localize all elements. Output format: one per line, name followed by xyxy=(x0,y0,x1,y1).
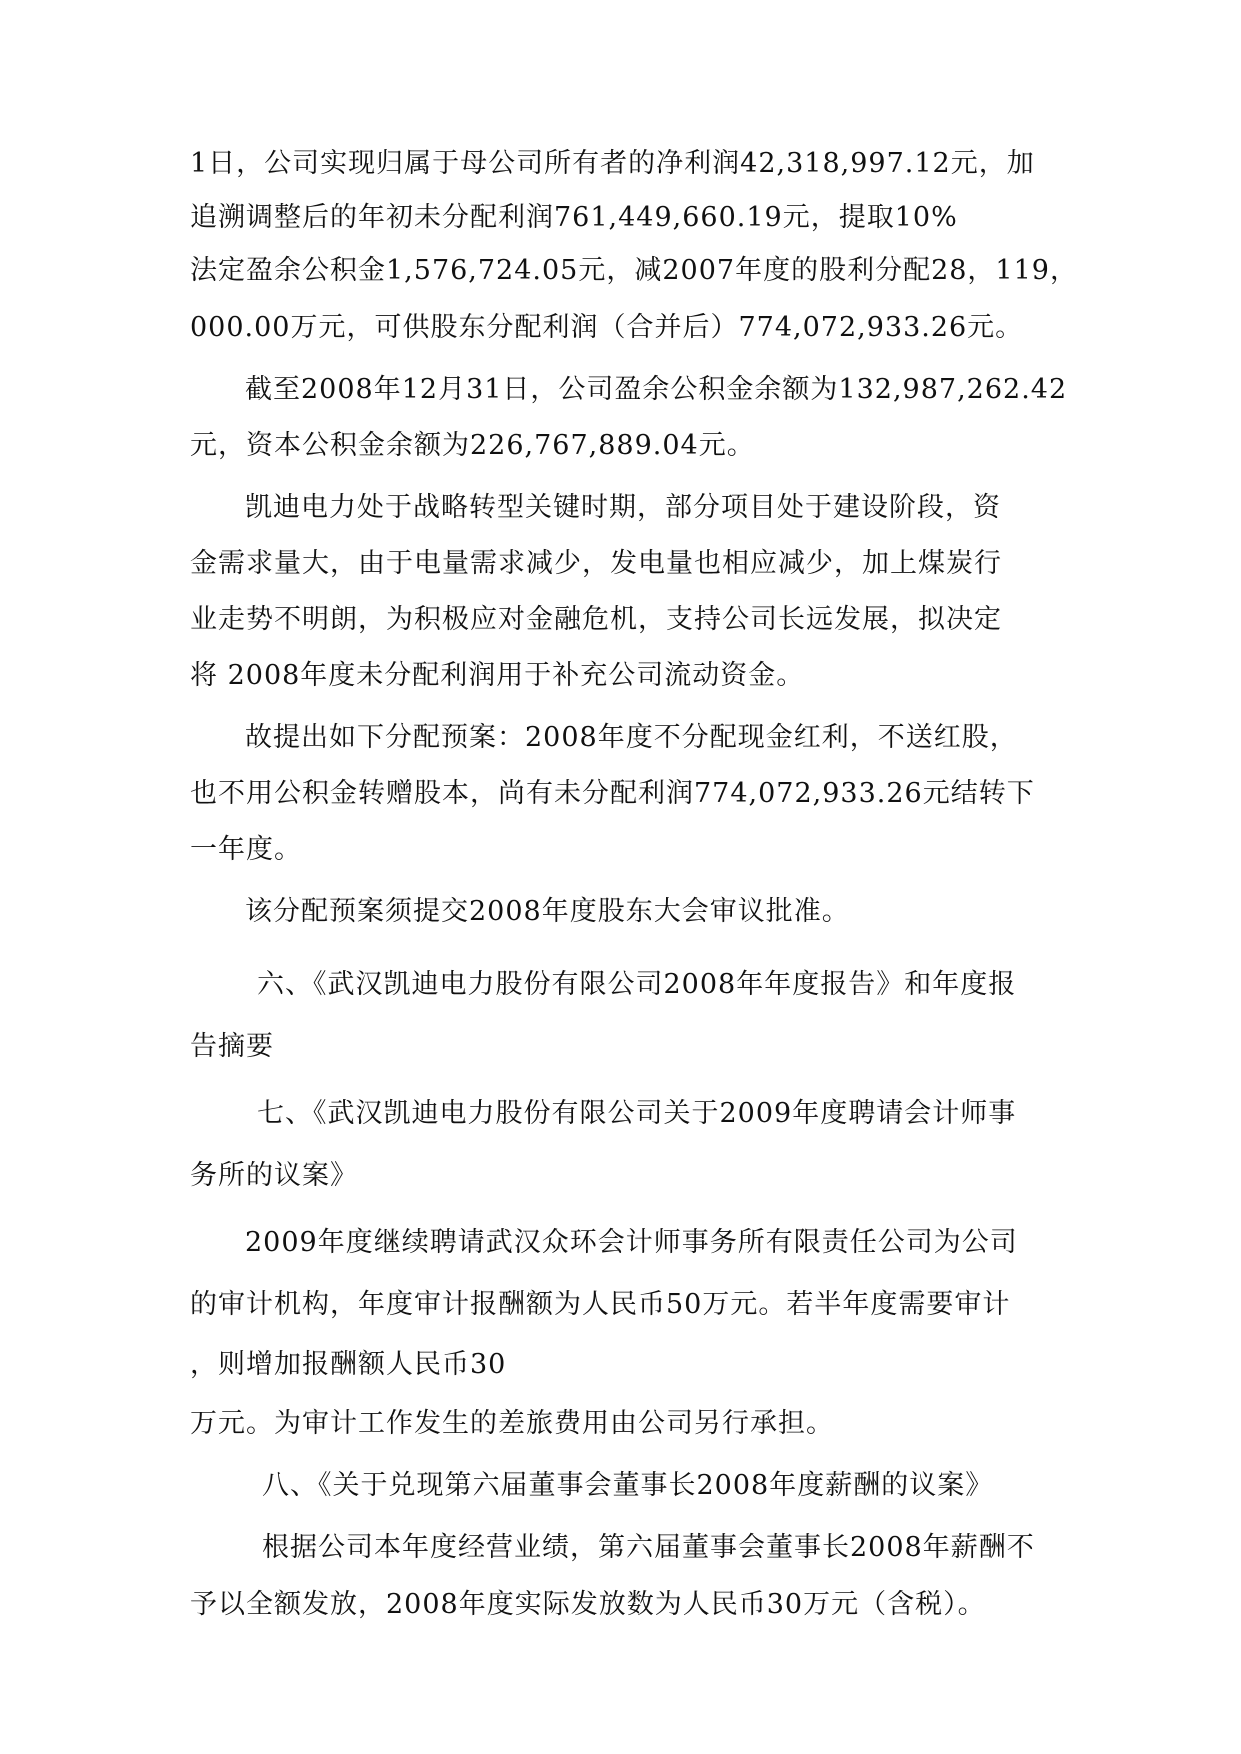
section-heading: 七、《武汉凯迪电力股份有限公司关于2009年度聘请会计师事 xyxy=(257,1098,1017,1129)
text-line: ，则增加报酬额人民币30 xyxy=(190,1349,507,1380)
text-line: 000.00万元，可供股东分配利润（合并后）774,072,933.26元。 xyxy=(190,312,1024,343)
text-line: 凯迪电力处于战略转型关键时期，部分项目处于建设阶段，资 xyxy=(245,492,1001,523)
text-line: 截至2008年12月31日，公司盈余公积金余额为132,987,262.42 xyxy=(245,374,1068,405)
text-line: 的审计机构，年度审计报酬额为人民币50万元。若半年度需要审计 xyxy=(190,1289,1011,1320)
text-line: 予以全额发放，2008年度实际发放数为人民币30万元（含税）。 xyxy=(190,1589,986,1620)
text-line: 根据公司本年度经营业绩，第六届董事会董事长2008年薪酬不 xyxy=(262,1532,1035,1563)
text-line: 将 2008年度未分配利润用于补充公司流动资金。 xyxy=(190,660,805,691)
text-line: 元，资本公积金余额为226,767,889.04元。 xyxy=(190,430,755,461)
section-heading: 告摘要 xyxy=(190,1031,274,1062)
text-line: 故提出如下分配预案：2008年度不分配现金红利，不送红股， xyxy=(245,722,1018,753)
text-line: 1日，公司实现归属于母公司所有者的净利润42,318,997.12元，加 xyxy=(190,148,1035,179)
text-line: 追溯调整后的年初未分配利润761,449,660.19元，提取10% xyxy=(190,202,958,233)
text-line: 金需求量大，由于电量需求减少，发电量也相应减少，加上煤炭行 xyxy=(190,548,1002,579)
text-line: 2009年度继续聘请武汉众环会计师事务所有限责任公司为公司 xyxy=(245,1227,1018,1258)
text-line: 一年度。 xyxy=(190,834,302,865)
text-line: 业走势不明朗，为积极应对金融危机，支持公司长远发展，拟决定 xyxy=(190,604,1002,635)
section-heading: 务所的议案》 xyxy=(190,1160,358,1191)
section-heading: 八、《关于兑现第六届董事会董事长2008年度薪酬的议案》 xyxy=(262,1470,994,1501)
text-line: 法定盈余公积金1,576,724.05元，减2007年度的股利分配28，119， xyxy=(190,255,1078,286)
text-line: 也不用公积金转赠股本，尚有未分配利润774,072,933.26元结转下 xyxy=(190,778,1035,809)
text-line: 万元。为审计工作发生的差旅费用由公司另行承担。 xyxy=(190,1408,834,1439)
section-heading: 六、《武汉凯迪电力股份有限公司2008年年度报告》和年度报 xyxy=(257,969,1017,1000)
text-line: 该分配预案须提交2008年度股东大会审议批准。 xyxy=(245,896,850,927)
